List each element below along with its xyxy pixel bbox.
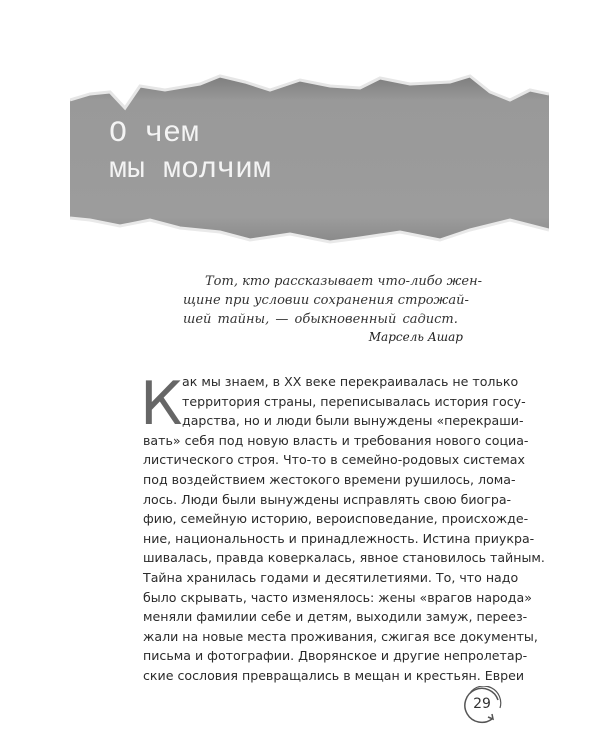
epigraph-line: шей тайны, — обыкновенный садист. [183, 312, 458, 327]
body-line: лось. Люди были вынуждены исправлять свою биогра- [143, 491, 512, 507]
body-line: территория страны, переписывалась история госу- [182, 393, 526, 409]
body-line: письма и фотографии. Дворянское и другие непролетар- [143, 648, 528, 664]
epigraph-author: Марсель Ашар [368, 330, 463, 344]
body-line: фию, семейную историю, вероисповедание, происхожде- [143, 511, 529, 527]
chapter-title [109, 116, 271, 188]
chapter-title-line2: мы молчим [109, 153, 272, 187]
body-line: ние, национальность и принадлежность. Истина приукра- [143, 530, 535, 546]
page-number-badge [462, 686, 502, 726]
body-line: жали на новые места проживания, сжигая все документы, [143, 628, 538, 644]
body-line: меняли фамилии себе и детям, выходили замуж, переез- [143, 609, 528, 625]
body-line: ские сословия превращались в мещан и крестьян. Евреи [143, 667, 525, 683]
epigraph [183, 272, 483, 329]
page-number: 29 [473, 696, 491, 712]
body-line: вать» себя под новую власть и требования нового социа- [143, 432, 529, 448]
epigraph-line: Тот, кто рассказывает что-либо жен- [205, 274, 483, 289]
chapter-title-line1: О чем [109, 117, 200, 151]
body-line: Тайна хранилась годами и десятилетиями. То, что надо [143, 569, 519, 585]
body-line: шивалась, правда коверкалась, явное становилось тайным. [143, 550, 545, 566]
epigraph-line: щине при условии сохранения строжай- [183, 293, 469, 308]
body-line: дарства, но и люди были вынуждены «перекраши- [182, 413, 524, 429]
body-line: листического строя. Что-то в семейно-родовых системах [143, 452, 525, 468]
body-text [143, 372, 545, 686]
body-line: было скрывать, часто изменялось: жены «врагов народа» [143, 589, 532, 605]
body-line: под воздействием жестокого времени рушилось, лома- [143, 471, 516, 487]
body-line: ак мы знаем, в XX веке перекраивалась не только [182, 374, 519, 389]
drop-cap: К [140, 369, 183, 439]
